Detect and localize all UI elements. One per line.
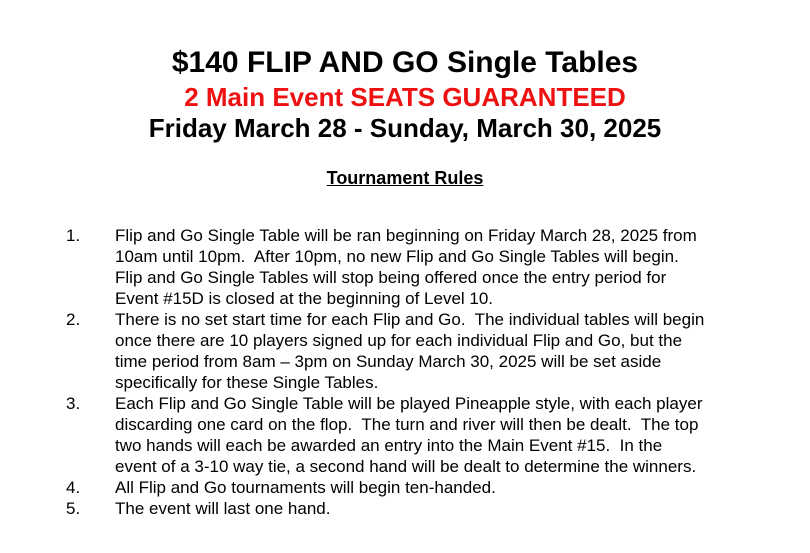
rule-line: specifically for these Single Tables. bbox=[115, 373, 379, 392]
rule-line: Each Flip and Go Single Table will be played Pineapple style, with each player bbox=[115, 394, 703, 413]
rule-number: 3. bbox=[66, 394, 81, 413]
rule-line: The event will last one hand. bbox=[115, 499, 331, 518]
document-title: $140 FLIP AND GO Single Tables bbox=[171, 46, 639, 79]
rule-line: discarding one card on the flop. The turn and river will then be dealt. The top bbox=[115, 415, 699, 434]
rule-line: Event #15D is closed at the beginning of Level 10. bbox=[115, 289, 494, 308]
rule-item-3 bbox=[0, 393, 810, 477]
rule-line: event of a 3-10 way tie, a second hand will be dealt to determine the winners. bbox=[115, 457, 697, 476]
rule-line: once there are 10 players signed up for each individual Flip and Go, but the bbox=[115, 331, 683, 350]
rule-number: 4. bbox=[66, 478, 81, 497]
rule-line: two hands will each be awarded an entry into the Main Event #15. In the bbox=[115, 436, 663, 455]
rule-line: Flip and Go Single Tables will stop being offered once the entry period for bbox=[115, 268, 667, 287]
rule-line: All Flip and Go tournaments will begin ten-handed. bbox=[115, 478, 496, 497]
rule-line: 10am until 10pm. After 10pm, no new Flip and Go Single Tables will begin. bbox=[115, 247, 679, 266]
rule-item-2 bbox=[0, 309, 810, 393]
rule-item-1 bbox=[0, 225, 810, 309]
document-dates: Friday March 28 - Sunday, March 30, 2025 bbox=[148, 113, 662, 143]
rule-line: Flip and Go Single Table will be ran beginning on Friday March 28, 2025 from bbox=[115, 226, 697, 245]
rule-item-4 bbox=[0, 477, 810, 498]
document-subtitle: 2 Main Event SEATS GUARANTEED bbox=[184, 82, 626, 112]
rule-number: 1. bbox=[66, 226, 81, 245]
rules-heading: Tournament Rules bbox=[326, 168, 484, 188]
rule-item-5 bbox=[0, 498, 810, 519]
rule-number: 2. bbox=[66, 310, 81, 329]
rules-list bbox=[0, 225, 810, 519]
rule-number: 5. bbox=[66, 499, 81, 518]
rule-line: There is no set start time for each Flip and Go. The individual tables will begin bbox=[115, 310, 705, 329]
rule-line: time period from 8am – 3pm on Sunday March 30, 2025 will be set aside bbox=[115, 352, 662, 371]
